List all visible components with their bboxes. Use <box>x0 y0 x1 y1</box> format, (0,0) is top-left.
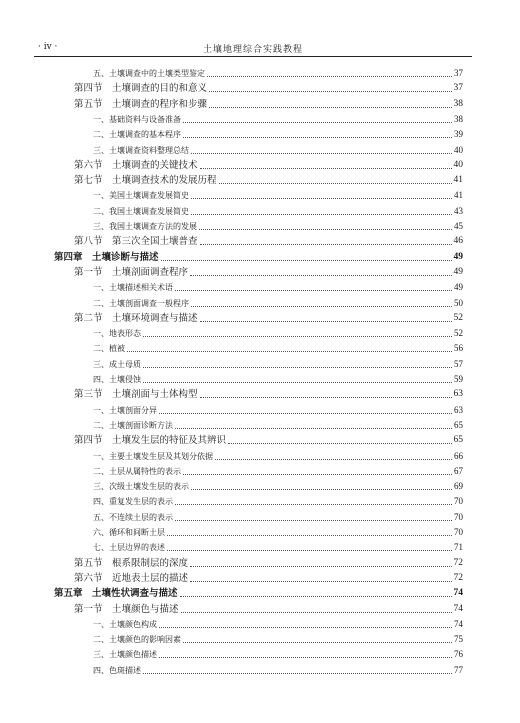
toc-leader-dots <box>183 642 452 643</box>
toc-subsection-entry <box>93 297 463 310</box>
toc-page-number: 57 <box>454 358 463 369</box>
toc-leader-dots <box>191 198 452 199</box>
toc-page-number: 63 <box>453 389 463 400</box>
toc-entry-title: 二、植被 <box>93 344 125 354</box>
toc-leader-dots <box>127 351 452 352</box>
toc-page-number: 63 <box>454 404 463 415</box>
toc-entry-title: 三、土壤调查资料整理总结 <box>93 145 189 155</box>
toc-leader-dots <box>190 275 451 276</box>
toc-entry-title: 二、土壤调查的基本程序 <box>93 130 181 140</box>
toc-entry-title: 第四节 土壤调查的目的和意义 <box>74 83 208 95</box>
toc-page-number: 49 <box>454 282 463 293</box>
toc-subsection-entry <box>93 480 463 493</box>
toc-entry-title: 第三节 土壤剖面与土体构型 <box>74 389 198 401</box>
toc-page-number: 65 <box>453 435 463 446</box>
toc-leader-dots <box>143 673 452 674</box>
toc-subsection-entry <box>93 465 463 478</box>
toc-page-number: 50 <box>454 297 463 308</box>
toc-page-number: 70 <box>454 527 463 537</box>
toc-page-number: 71 <box>454 542 463 553</box>
toc-entry-title: 三、成土母质 <box>93 359 141 369</box>
toc-page-number: 77 <box>454 664 463 675</box>
toc-page-number: 52 <box>454 328 463 339</box>
toc-page-number: 67 <box>454 465 463 476</box>
toc-entry-title: 一、地表形态 <box>93 329 141 339</box>
toc-subsection-entry <box>93 419 463 432</box>
running-title: 土壤地理综合实践教程 <box>202 45 303 55</box>
toc-entry-title: 五、土壤调查中的土壤类型鉴定 <box>93 69 205 78</box>
toc-leader-dots <box>207 76 452 77</box>
toc-subsection-entry <box>93 450 463 463</box>
toc-page-number: 72 <box>453 557 463 568</box>
toc-leader-dots <box>200 244 452 245</box>
toc-leader-dots <box>175 290 452 291</box>
toc-entry-title: 二、我国土壤调查发展简史 <box>93 206 189 216</box>
toc-leader-dots <box>161 260 452 261</box>
toc-entry-title: 四、土壤侵蚀 <box>93 375 141 384</box>
toc-leader-dots <box>143 382 452 383</box>
toc-leader-dots <box>159 657 452 658</box>
toc-page-number: 69 <box>454 481 463 492</box>
toc-leader-dots <box>215 459 452 460</box>
toc-entry-title: 三、我国土壤调查方法的发展 <box>93 222 197 231</box>
toc-leader-dots <box>228 443 451 444</box>
toc-chapter-entry <box>54 251 463 264</box>
toc-entry-title: 七、土层边界的表述 <box>93 543 165 553</box>
toc-entry-title: 第一节 土壤颜色与描述 <box>74 603 179 615</box>
toc-subsection-entry <box>93 128 463 141</box>
toc-leader-dots <box>159 413 452 414</box>
toc-entry-title: 六、循环和间断土层 <box>93 528 165 537</box>
toc-subsection-entry <box>93 664 463 677</box>
toc-entry-title: 二、土壤剖面调查一般程序 <box>93 298 189 308</box>
toc-page-number: 74 <box>453 588 463 599</box>
toc-section-entry <box>74 312 463 325</box>
toc-entry-title: 二、土层从属特性的表示 <box>93 466 181 476</box>
toc-leader-dots <box>191 214 452 215</box>
toc-page-number: 76 <box>454 649 463 660</box>
toc-entry-title: 二、土壤颜色的影响因素 <box>93 635 181 645</box>
toc-entry-title: 一、主要土壤发生层及其划分依据 <box>93 451 213 461</box>
toc-page-number: 59 <box>454 374 463 384</box>
toc-section-entry <box>74 434 463 447</box>
toc-section-entry <box>74 266 463 279</box>
toc-entry-title: 第五章 土壤性状调查与描述 <box>54 588 178 600</box>
toc-page-number: 74 <box>453 603 463 614</box>
toc-subsection-entry <box>93 648 463 661</box>
toc-section-entry <box>74 82 463 95</box>
toc-page-number: 72 <box>453 572 463 583</box>
toc-subsection-entry <box>93 511 463 524</box>
toc-page-number: 65 <box>454 419 463 430</box>
toc-leader-dots <box>183 137 452 138</box>
toc-page-number: 66 <box>454 450 463 461</box>
toc-page-number: 43 <box>454 205 463 216</box>
toc-leader-dots <box>175 520 452 521</box>
toc-page-number: 49 <box>453 266 463 277</box>
toc-page-number: 41 <box>453 175 463 186</box>
toc-leader-dots <box>175 504 452 505</box>
toc-chapter-entry <box>54 587 463 600</box>
toc-leader-dots <box>219 183 452 184</box>
toc-leader-dots <box>175 428 452 429</box>
toc-leader-dots <box>167 535 452 536</box>
toc-page-number: 52 <box>453 312 463 323</box>
toc-leader-dots <box>167 550 452 551</box>
toc-section-entry <box>74 572 463 585</box>
toc-leader-dots <box>200 321 452 322</box>
toc-subsection-entry <box>93 144 463 157</box>
toc-leader-dots <box>159 627 452 628</box>
toc-entry-title: 二、土壤剖面诊断方法 <box>93 420 173 430</box>
toc-subsection-entry <box>93 541 463 554</box>
toc-leader-dots <box>190 566 451 567</box>
toc-entry-title: 第一节 土壤剖面调查程序 <box>74 266 189 278</box>
toc-page-number: 38 <box>453 98 463 109</box>
toc-entry-title: 一、土壤颜色构成 <box>93 619 157 629</box>
toc-entry-title: 四、色斑描述 <box>93 665 141 675</box>
toc-page-number: 74 <box>454 618 463 629</box>
toc-leader-dots <box>191 153 452 154</box>
toc-page-number: 37 <box>453 83 463 94</box>
toc-entry-title: 一、基础资料与设备准备 <box>93 114 181 124</box>
toc-section-entry <box>74 159 463 172</box>
toc-section-entry <box>74 388 463 401</box>
toc-leader-dots <box>183 474 452 475</box>
toc-page-number: 75 <box>454 634 463 645</box>
toc-entry-title: 一、土壤剖面分异 <box>93 405 157 415</box>
toc-subsection-entry <box>93 633 463 646</box>
toc-subsection-entry <box>93 113 463 126</box>
toc-page-number: 39 <box>454 129 463 140</box>
toc-leader-dots <box>200 168 452 169</box>
toc-subsection-entry <box>93 67 463 80</box>
toc-page-number: 37 <box>454 68 463 78</box>
toc-entry-title: 第六节 土壤调查的关键技术 <box>74 159 198 171</box>
toc-entry-title: 第八节 第三次全国土壤普查 <box>74 236 198 248</box>
toc-page-number: 40 <box>453 159 463 170</box>
toc-leader-dots <box>181 612 452 613</box>
toc-section-entry <box>74 557 463 570</box>
toc-entry-title: 五、不连续土层的表示 <box>93 512 173 522</box>
toc-leader-dots <box>200 397 452 398</box>
toc-page-number: 46 <box>453 236 463 247</box>
toc-subsection-entry <box>93 220 463 233</box>
toc-subsection-entry <box>93 495 463 508</box>
toc-subsection-entry <box>93 404 463 417</box>
toc-subsection-entry <box>93 373 463 386</box>
toc-entry-title: 第五节 根系限制层的深度 <box>74 557 189 569</box>
toc-leader-dots <box>190 581 451 582</box>
toc-page-number: 70 <box>454 496 463 507</box>
toc-subsection-entry <box>93 342 463 355</box>
toc-entry-title: 一、土壤描述相关术语 <box>93 283 173 293</box>
toc-entry-title: 第四节 土壤发生层的特征及其辨识 <box>74 435 227 447</box>
toc-subsection-entry <box>93 189 463 202</box>
toc-entry-title: 第四章 土壤诊断与描述 <box>54 251 159 263</box>
page-header <box>34 40 472 57</box>
toc-page-number: 41 <box>454 190 463 201</box>
toc-entry-title: 第七节 土壤调查技术的发展历程 <box>74 175 217 187</box>
toc-section-entry <box>74 174 463 187</box>
toc-page-number: 40 <box>454 144 463 155</box>
toc-entry-title: 第五节 土壤调查的程序和步骤 <box>74 98 208 110</box>
toc-leader-dots <box>143 336 452 337</box>
toc-section-entry <box>74 98 463 111</box>
toc-entry-title: 一、美国土壤调查发展简史 <box>93 191 189 201</box>
toc-entry-title: 三、次级土壤发生层的表示 <box>93 482 189 492</box>
toc-section-entry <box>74 603 463 616</box>
toc-leader-dots <box>199 229 452 230</box>
toc-page-number: 70 <box>454 511 463 522</box>
toc-leader-dots <box>183 122 452 123</box>
toc-page-number: 45 <box>454 221 463 231</box>
toc-entry-title: 第六节 近地表土层的描述 <box>74 572 189 584</box>
toc-leader-dots <box>143 367 452 368</box>
toc-subsection-entry <box>93 281 463 294</box>
toc-page-number: 38 <box>454 113 463 124</box>
toc-leader-dots <box>180 596 452 597</box>
toc-entry-title: 第二节 土壤环境调查与描述 <box>74 312 198 324</box>
toc-leader-dots <box>209 91 451 92</box>
toc-section-entry <box>74 235 463 248</box>
toc-subsection-entry <box>93 327 463 340</box>
toc-page-number: 49 <box>453 251 463 262</box>
toc-subsection-entry <box>93 358 463 371</box>
toc-subsection-entry <box>93 205 463 218</box>
page-number: · iv · <box>38 42 58 52</box>
toc-subsection-entry <box>93 618 463 631</box>
toc-entry-title: 四、重复发生层的表示 <box>93 497 173 507</box>
toc-leader-dots <box>191 306 452 307</box>
toc-page-number: 56 <box>454 343 463 354</box>
toc-leader-dots <box>209 107 451 108</box>
toc-entry-title: 三、土壤颜色描述 <box>93 650 157 660</box>
toc-subsection-entry <box>93 526 463 539</box>
toc-leader-dots <box>191 489 452 490</box>
